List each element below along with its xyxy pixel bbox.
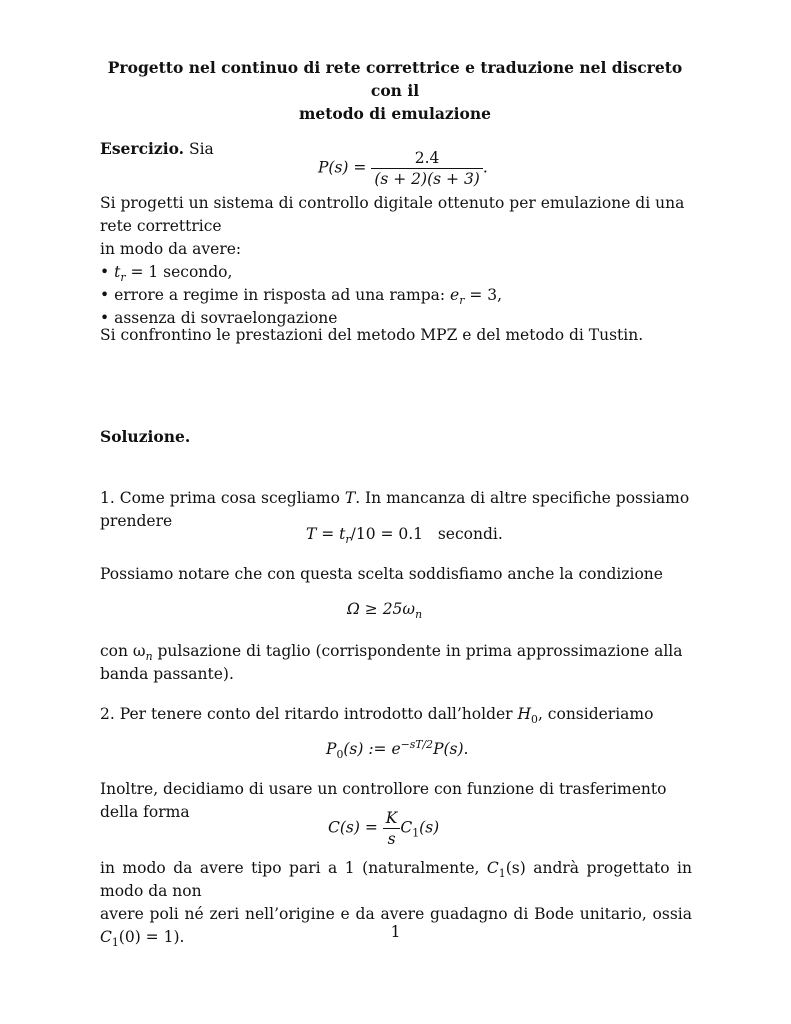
equation-controller: [328, 808, 439, 849]
bullet1-rest: = 1 secondo,: [130, 263, 233, 281]
final2-sub: 1: [111, 936, 119, 950]
final-line-1: [100, 857, 692, 903]
controller-fraction: [383, 808, 401, 849]
exercise-intro: Sia: [188, 140, 214, 158]
note1-text: Possiamo notare che con questa scelta soddisfiamo anche la condizione: [100, 565, 663, 583]
bullet2-rest: = 3,: [469, 286, 503, 304]
equation-sampling-time: [306, 525, 503, 547]
eq3-b: (s) := e: [343, 740, 401, 758]
step1-text-b: . In mancanza di altre specifiche possiamo prendere: [100, 489, 690, 530]
exercise-text-1: Si progetti un sistema di controllo digitale ottenuto per emulazione di una rete correttrice: [100, 194, 685, 235]
solution-heading: [100, 425, 690, 449]
note2-sub: n: [145, 650, 153, 664]
eq4-num: K: [383, 808, 401, 829]
final2-a: avere poli né zeri nell’origine e da avere guadagno di Bode unitario, ossia: [100, 905, 692, 923]
eq3-c: P(s).: [433, 740, 469, 758]
step2-text: [100, 703, 690, 726]
document-title: [100, 56, 690, 125]
compare-text: Si confrontino le prestazioni del metodo MPZ e del metodo di Tustin.: [100, 326, 644, 344]
page-number: 1: [390, 923, 401, 941]
eq2-a: Ω ≥ 25ω: [347, 600, 416, 618]
final1-var: C: [486, 859, 499, 877]
step2-more-text: Inoltre, decidiamo di usare un controllore con funzione di trasferimento della forma: [100, 780, 667, 821]
final1-b: (s) andrà progettato in modo da non: [100, 859, 692, 900]
step2-end: , consideriamo: [537, 705, 654, 723]
eq1-b: /10 = 0.1: [350, 525, 424, 543]
note2-text: [100, 640, 700, 686]
final2-b: (0) = 1).: [118, 928, 185, 946]
solution-label: Soluzione.: [100, 427, 191, 446]
title-line-1: Progetto nel continuo di rete correttrice e traduzione nel discreto con il: [107, 58, 683, 100]
plant-end: .: [482, 158, 488, 177]
bullet3-text: assenza di sovraelongazione: [114, 309, 338, 327]
bullet-item-3: • assenza di sovraelongazione: [100, 309, 338, 327]
eq3-sup: −sT/2: [400, 737, 434, 751]
plant-numerator: 2.4: [371, 148, 483, 169]
plant-lhs: P(s) =: [318, 158, 367, 177]
eq1-sub: r: [345, 533, 351, 547]
final2-var: C: [100, 928, 112, 946]
equation-nyquist-condition: [347, 600, 423, 622]
eq4-lhs: C(s) =: [328, 818, 378, 837]
bullet2-text: errore a regime in risposta ad una rampa:: [114, 286, 446, 304]
step1-var: T: [344, 489, 356, 507]
note2-a: con ω: [100, 642, 146, 660]
bullet-item-2: • errore a regime in risposta ad una rampa: $e_r = 3$,: [100, 286, 503, 308]
bullet2-sub: r: [459, 294, 465, 308]
bullet-item-1: • $t_r = 1$ secondo,: [100, 263, 233, 285]
exercise-text-2: in modo da avere:: [100, 240, 242, 258]
bullet2-var: e: [450, 286, 460, 304]
eq3-sub: 0: [336, 748, 344, 762]
eq1-a: T = t: [306, 525, 346, 543]
plant-equation: [318, 148, 488, 189]
step2-sub: 0: [531, 713, 538, 727]
plant-denominator: (s + 2)(s + 3): [374, 170, 480, 188]
eq4-rhs-sub: 1: [412, 826, 420, 840]
step2-text-a: 2. Per tenere conto del ritardo introdotto dall’holder: [100, 705, 513, 723]
eq2-sub: n: [415, 608, 423, 622]
bullet1-sub: r: [120, 271, 126, 285]
eq4-rhs-b: (s): [419, 818, 440, 837]
exercise-label: Esercizio.: [100, 139, 185, 158]
exercise-body: [100, 192, 690, 330]
bullet1-var: t: [114, 263, 121, 281]
plant-fraction: [371, 148, 483, 189]
title-line-2: metodo di emulazione: [298, 104, 492, 123]
eq4-den: s: [387, 830, 396, 848]
eq1-unit: secondi.: [437, 525, 503, 543]
eq4-rhs-a: C: [400, 818, 413, 837]
equation-delayed-plant: [326, 737, 469, 762]
final1-sub: 1: [498, 867, 506, 881]
step2-var: H: [517, 705, 532, 723]
eq3-a: P: [326, 740, 337, 758]
note2-b: pulsazione di taglio (corrispondente in prima approssimazione alla banda passante).: [100, 642, 683, 683]
final1-a: in modo da avere tipo pari a 1 (naturalmente,: [100, 859, 480, 877]
step1-text-a: 1. Come prima cosa scegliamo: [100, 489, 340, 507]
